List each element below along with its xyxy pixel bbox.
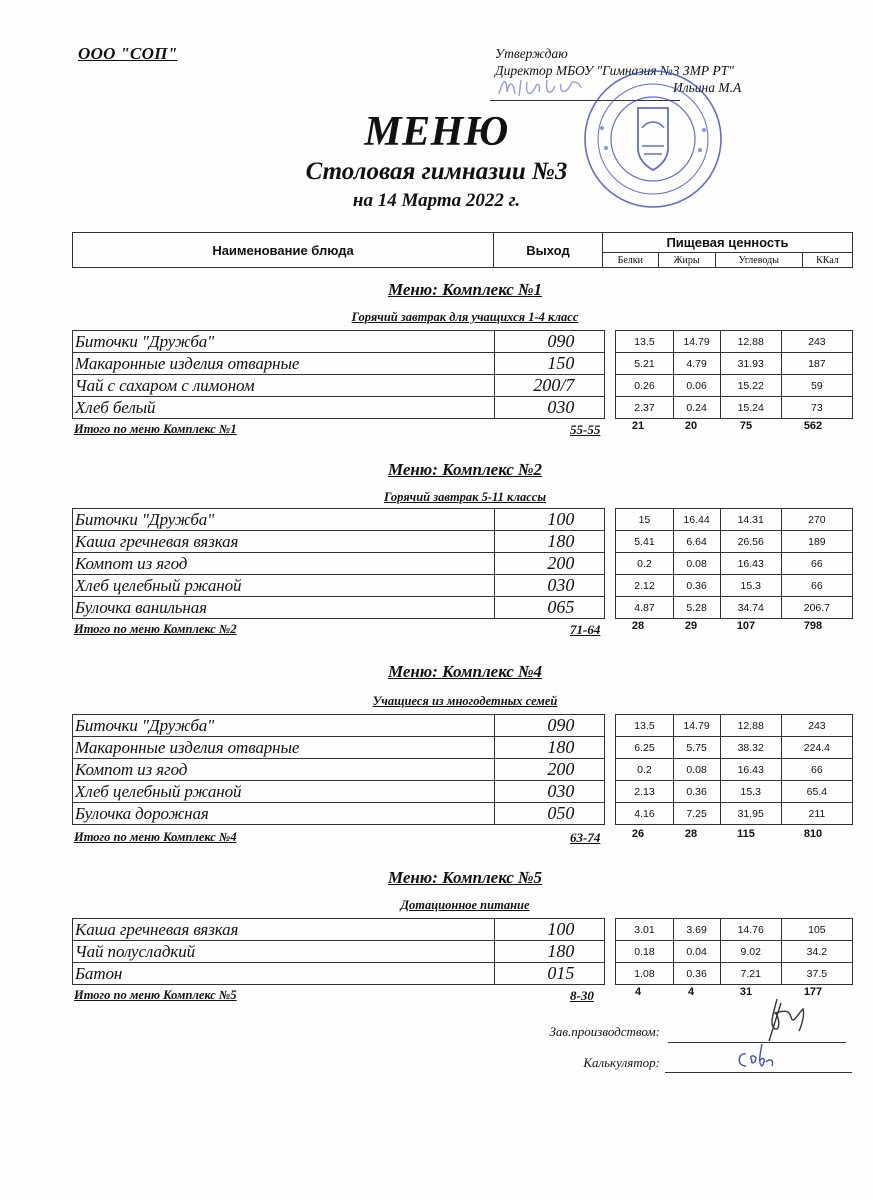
dish-kcal: 243 bbox=[781, 331, 852, 353]
dish-proteins: 0.2 bbox=[616, 759, 673, 781]
total-label: Итого по меню Комплекс №2 bbox=[74, 622, 237, 636]
approval-director-name: Ильина М.А bbox=[673, 80, 742, 95]
table-row bbox=[73, 509, 853, 531]
table-row bbox=[73, 353, 853, 375]
dish-carbs: 26.56 bbox=[720, 531, 781, 553]
dish-yield: 100 bbox=[495, 919, 605, 941]
column-gap bbox=[605, 715, 616, 737]
dish-name: Биточки "Дружба" bbox=[73, 509, 495, 531]
dish-proteins: 0.26 bbox=[616, 375, 673, 397]
dish-yield: 065 bbox=[495, 597, 605, 619]
menu-table-complex-1 bbox=[72, 330, 853, 419]
column-header-carbs: Углеводы bbox=[715, 253, 802, 268]
dish-proteins: 13.5 bbox=[616, 715, 673, 737]
dish-proteins: 3.01 bbox=[616, 919, 673, 941]
total-price: 55-55 bbox=[570, 422, 601, 437]
table-row bbox=[73, 397, 853, 419]
dish-proteins: 4.87 bbox=[616, 597, 673, 619]
total-row bbox=[74, 422, 855, 440]
dish-proteins: 5.41 bbox=[616, 531, 673, 553]
dish-fats: 0.36 bbox=[673, 781, 720, 803]
total-proteins: 26 bbox=[631, 828, 645, 840]
dish-yield: 180 bbox=[495, 531, 605, 553]
column-gap bbox=[605, 941, 616, 963]
total-price: 63-74 bbox=[570, 830, 601, 845]
dish-fats: 0.06 bbox=[673, 375, 720, 397]
dish-carbs: 7.21 bbox=[720, 963, 781, 985]
dish-name: Биточки "Дружба" bbox=[73, 715, 495, 737]
dish-name: Булочка дорожная bbox=[73, 803, 495, 825]
dish-yield: 030 bbox=[495, 781, 605, 803]
column-gap bbox=[605, 553, 616, 575]
dish-fats: 14.79 bbox=[673, 715, 720, 737]
section-subtitle: Дотационное питание bbox=[400, 898, 530, 912]
column-gap bbox=[605, 759, 616, 781]
column-gap bbox=[605, 397, 616, 419]
table-row bbox=[73, 715, 853, 737]
dish-yield: 030 bbox=[495, 575, 605, 597]
dish-carbs: 12.88 bbox=[720, 715, 781, 737]
organization-name: ООО "СОП" bbox=[78, 44, 178, 63]
column-gap bbox=[605, 531, 616, 553]
dish-proteins: 0.2 bbox=[616, 553, 673, 575]
dish-fats: 4.79 bbox=[673, 353, 720, 375]
dish-fats: 0.36 bbox=[673, 575, 720, 597]
total-carbs: 107 bbox=[736, 620, 756, 632]
column-header-proteins: Белки bbox=[603, 253, 659, 268]
section-subtitle: Горячий завтрак для учащихся 1-4 класс bbox=[351, 310, 579, 324]
dish-proteins: 2.12 bbox=[616, 575, 673, 597]
total-price: 8-30 bbox=[570, 988, 594, 1003]
dish-name: Макаронные изделия отварные bbox=[73, 353, 495, 375]
dish-kcal: 187 bbox=[781, 353, 852, 375]
total-label: Итого по меню Комплекс №4 bbox=[74, 830, 237, 844]
menu-table-complex-4 bbox=[72, 714, 853, 825]
column-gap bbox=[605, 509, 616, 531]
total-proteins: 28 bbox=[631, 620, 645, 632]
menu-table-complex-5 bbox=[72, 918, 853, 985]
dish-fats: 5.28 bbox=[673, 597, 720, 619]
dish-name: Каша гречневая вязкая bbox=[73, 531, 495, 553]
calculator-signature-line bbox=[665, 1072, 852, 1073]
table-row bbox=[73, 553, 853, 575]
table-row bbox=[73, 759, 853, 781]
dish-kcal: 66 bbox=[781, 553, 852, 575]
dish-fats: 3.69 bbox=[673, 919, 720, 941]
approval-line-2: Директор МБОУ "Гимназия №3 ЗМР РТ" bbox=[495, 63, 734, 78]
total-label: Итого по меню Комплекс №1 bbox=[74, 422, 237, 436]
dish-yield: 180 bbox=[495, 737, 605, 759]
page-title: МЕНЮ bbox=[364, 109, 509, 155]
column-gap bbox=[605, 353, 616, 375]
total-kcal: 810 bbox=[803, 828, 823, 840]
dish-yield: 090 bbox=[495, 331, 605, 353]
production-head-label: Зав.производством: bbox=[549, 1024, 660, 1039]
dish-kcal: 270 bbox=[781, 509, 852, 531]
menu-table-complex-2 bbox=[72, 508, 853, 619]
table-row bbox=[73, 531, 853, 553]
director-signature-icon bbox=[495, 74, 585, 100]
total-label: Итого по меню Комплекс №5 bbox=[74, 988, 237, 1002]
table-row bbox=[73, 597, 853, 619]
dish-kcal: 189 bbox=[781, 531, 852, 553]
dish-fats: 14.79 bbox=[673, 331, 720, 353]
column-header-dish: Наименование блюда bbox=[73, 233, 494, 268]
dish-carbs: 16.43 bbox=[720, 759, 781, 781]
dish-proteins: 1.08 bbox=[616, 963, 673, 985]
column-gap bbox=[605, 331, 616, 353]
dish-name: Макаронные изделия отварные bbox=[73, 737, 495, 759]
dish-carbs: 15.3 bbox=[720, 781, 781, 803]
section-subtitle: Горячий завтрак 5-11 классы bbox=[383, 490, 547, 504]
dish-carbs: 9.02 bbox=[720, 941, 781, 963]
table-row bbox=[73, 963, 853, 985]
column-gap bbox=[605, 919, 616, 941]
menu-date: на 14 Марта 2022 г. bbox=[352, 190, 521, 211]
dish-name: Хлеб целебный ржаной bbox=[73, 575, 495, 597]
column-gap bbox=[605, 575, 616, 597]
total-fats: 4 bbox=[687, 986, 695, 998]
dish-yield: 200 bbox=[495, 553, 605, 575]
calculator-signature-icon bbox=[732, 1040, 782, 1072]
dish-kcal: 211 bbox=[781, 803, 852, 825]
dish-fats: 0.08 bbox=[673, 759, 720, 781]
dish-proteins: 13.5 bbox=[616, 331, 673, 353]
dish-kcal: 34.2 bbox=[781, 941, 852, 963]
dish-carbs: 15.3 bbox=[720, 575, 781, 597]
dish-fats: 6.64 bbox=[673, 531, 720, 553]
section-title: Меню: Комплекс №5 bbox=[387, 868, 543, 887]
section-subtitle: Учащиеся из многодетных семей bbox=[372, 694, 558, 708]
column-gap bbox=[605, 781, 616, 803]
column-gap bbox=[605, 737, 616, 759]
dish-fats: 16.44 bbox=[673, 509, 720, 531]
dish-proteins: 15 bbox=[616, 509, 673, 531]
table-row bbox=[73, 575, 853, 597]
dish-name: Батон bbox=[73, 963, 495, 985]
dish-fats: 7.25 bbox=[673, 803, 720, 825]
dish-yield: 090 bbox=[495, 715, 605, 737]
calculator-label: Калькулятор: bbox=[583, 1055, 660, 1070]
dish-carbs: 31.93 bbox=[720, 353, 781, 375]
dish-proteins: 2.37 bbox=[616, 397, 673, 419]
dish-yield: 200/7 bbox=[495, 375, 605, 397]
dish-fats: 5.75 bbox=[673, 737, 720, 759]
dish-carbs: 12.88 bbox=[720, 331, 781, 353]
total-kcal: 562 bbox=[803, 420, 823, 432]
dish-kcal: 37.5 bbox=[781, 963, 852, 985]
total-kcal: 798 bbox=[803, 620, 823, 632]
dish-name: Каша гречневая вязкая bbox=[73, 919, 495, 941]
dish-carbs: 15.24 bbox=[720, 397, 781, 419]
dish-kcal: 243 bbox=[781, 715, 852, 737]
column-header-fats: Жиры bbox=[658, 253, 715, 268]
dish-proteins: 6.25 bbox=[616, 737, 673, 759]
column-gap bbox=[605, 803, 616, 825]
dish-carbs: 16.43 bbox=[720, 553, 781, 575]
table-row bbox=[73, 737, 853, 759]
table-header bbox=[72, 232, 853, 268]
page-subtitle: Столовая гимназии №3 bbox=[305, 158, 568, 185]
total-kcal: 177 bbox=[803, 986, 823, 998]
dish-name: Биточки "Дружба" bbox=[73, 331, 495, 353]
dish-yield: 015 bbox=[495, 963, 605, 985]
dish-proteins: 5.21 bbox=[616, 353, 673, 375]
total-carbs: 115 bbox=[737, 828, 755, 840]
dish-proteins: 0.18 bbox=[616, 941, 673, 963]
column-gap bbox=[605, 963, 616, 985]
dish-yield: 150 bbox=[495, 353, 605, 375]
dish-kcal: 59 bbox=[781, 375, 852, 397]
dish-carbs: 14.31 bbox=[720, 509, 781, 531]
section-title: Меню: Комплекс №1 bbox=[387, 280, 543, 299]
total-fats: 20 bbox=[684, 420, 698, 432]
total-row bbox=[74, 830, 855, 848]
table-row bbox=[73, 781, 853, 803]
section-title: Меню: Комплекс №4 bbox=[387, 662, 543, 681]
dish-name: Чай полусладкий bbox=[73, 941, 495, 963]
dish-proteins: 4.16 bbox=[616, 803, 673, 825]
dish-kcal: 73 bbox=[781, 397, 852, 419]
dish-name: Компот из ягод bbox=[73, 553, 495, 575]
dish-name: Хлеб целебный ржаной bbox=[73, 781, 495, 803]
dish-yield: 050 bbox=[495, 803, 605, 825]
column-gap bbox=[605, 597, 616, 619]
dish-fats: 0.24 bbox=[673, 397, 720, 419]
dish-kcal: 66 bbox=[781, 759, 852, 781]
dish-kcal: 224.4 bbox=[781, 737, 852, 759]
dish-name: Компот из ягод bbox=[73, 759, 495, 781]
total-carbs: 31 bbox=[739, 986, 753, 998]
dish-kcal: 206.7 bbox=[781, 597, 852, 619]
column-header-nutrition: Пищевая ценность bbox=[603, 233, 853, 253]
dish-carbs: 38.32 bbox=[720, 737, 781, 759]
dish-kcal: 66 bbox=[781, 575, 852, 597]
table-row bbox=[73, 803, 853, 825]
dish-fats: 0.04 bbox=[673, 941, 720, 963]
dish-carbs: 14.76 bbox=[720, 919, 781, 941]
total-row bbox=[74, 622, 855, 640]
dish-carbs: 34.74 bbox=[720, 597, 781, 619]
dish-name: Чай с сахаром с лимоном bbox=[73, 375, 495, 397]
column-header-kcal: ККал bbox=[802, 253, 852, 268]
total-fats: 29 bbox=[684, 620, 698, 632]
dish-name: Булочка ванильная bbox=[73, 597, 495, 619]
dish-fats: 0.08 bbox=[673, 553, 720, 575]
dish-kcal: 65.4 bbox=[781, 781, 852, 803]
dish-yield: 180 bbox=[495, 941, 605, 963]
dish-yield: 030 bbox=[495, 397, 605, 419]
production-head-signature-icon bbox=[755, 995, 815, 1045]
total-fats: 28 bbox=[684, 828, 698, 840]
dish-carbs: 15.22 bbox=[720, 375, 781, 397]
total-proteins: 21 bbox=[631, 420, 645, 432]
dish-yield: 100 bbox=[495, 509, 605, 531]
section-title: Меню: Комплекс №2 bbox=[387, 460, 543, 479]
dish-kcal: 105 bbox=[781, 919, 852, 941]
table-row bbox=[73, 941, 853, 963]
table-row bbox=[73, 375, 853, 397]
total-row bbox=[74, 988, 855, 1006]
table-row bbox=[73, 919, 853, 941]
column-header-yield: Выход bbox=[494, 233, 603, 268]
dish-proteins: 2.13 bbox=[616, 781, 673, 803]
total-carbs: 75 bbox=[739, 420, 753, 432]
column-gap bbox=[605, 375, 616, 397]
total-proteins: 4 bbox=[634, 986, 642, 998]
total-price: 71-64 bbox=[570, 622, 601, 637]
dish-yield: 200 bbox=[495, 759, 605, 781]
dish-carbs: 31.95 bbox=[720, 803, 781, 825]
approval-line-1: Утверждаю bbox=[495, 46, 568, 61]
table-row bbox=[73, 331, 853, 353]
dish-name: Хлеб белый bbox=[73, 397, 495, 419]
dish-fats: 0.36 bbox=[673, 963, 720, 985]
